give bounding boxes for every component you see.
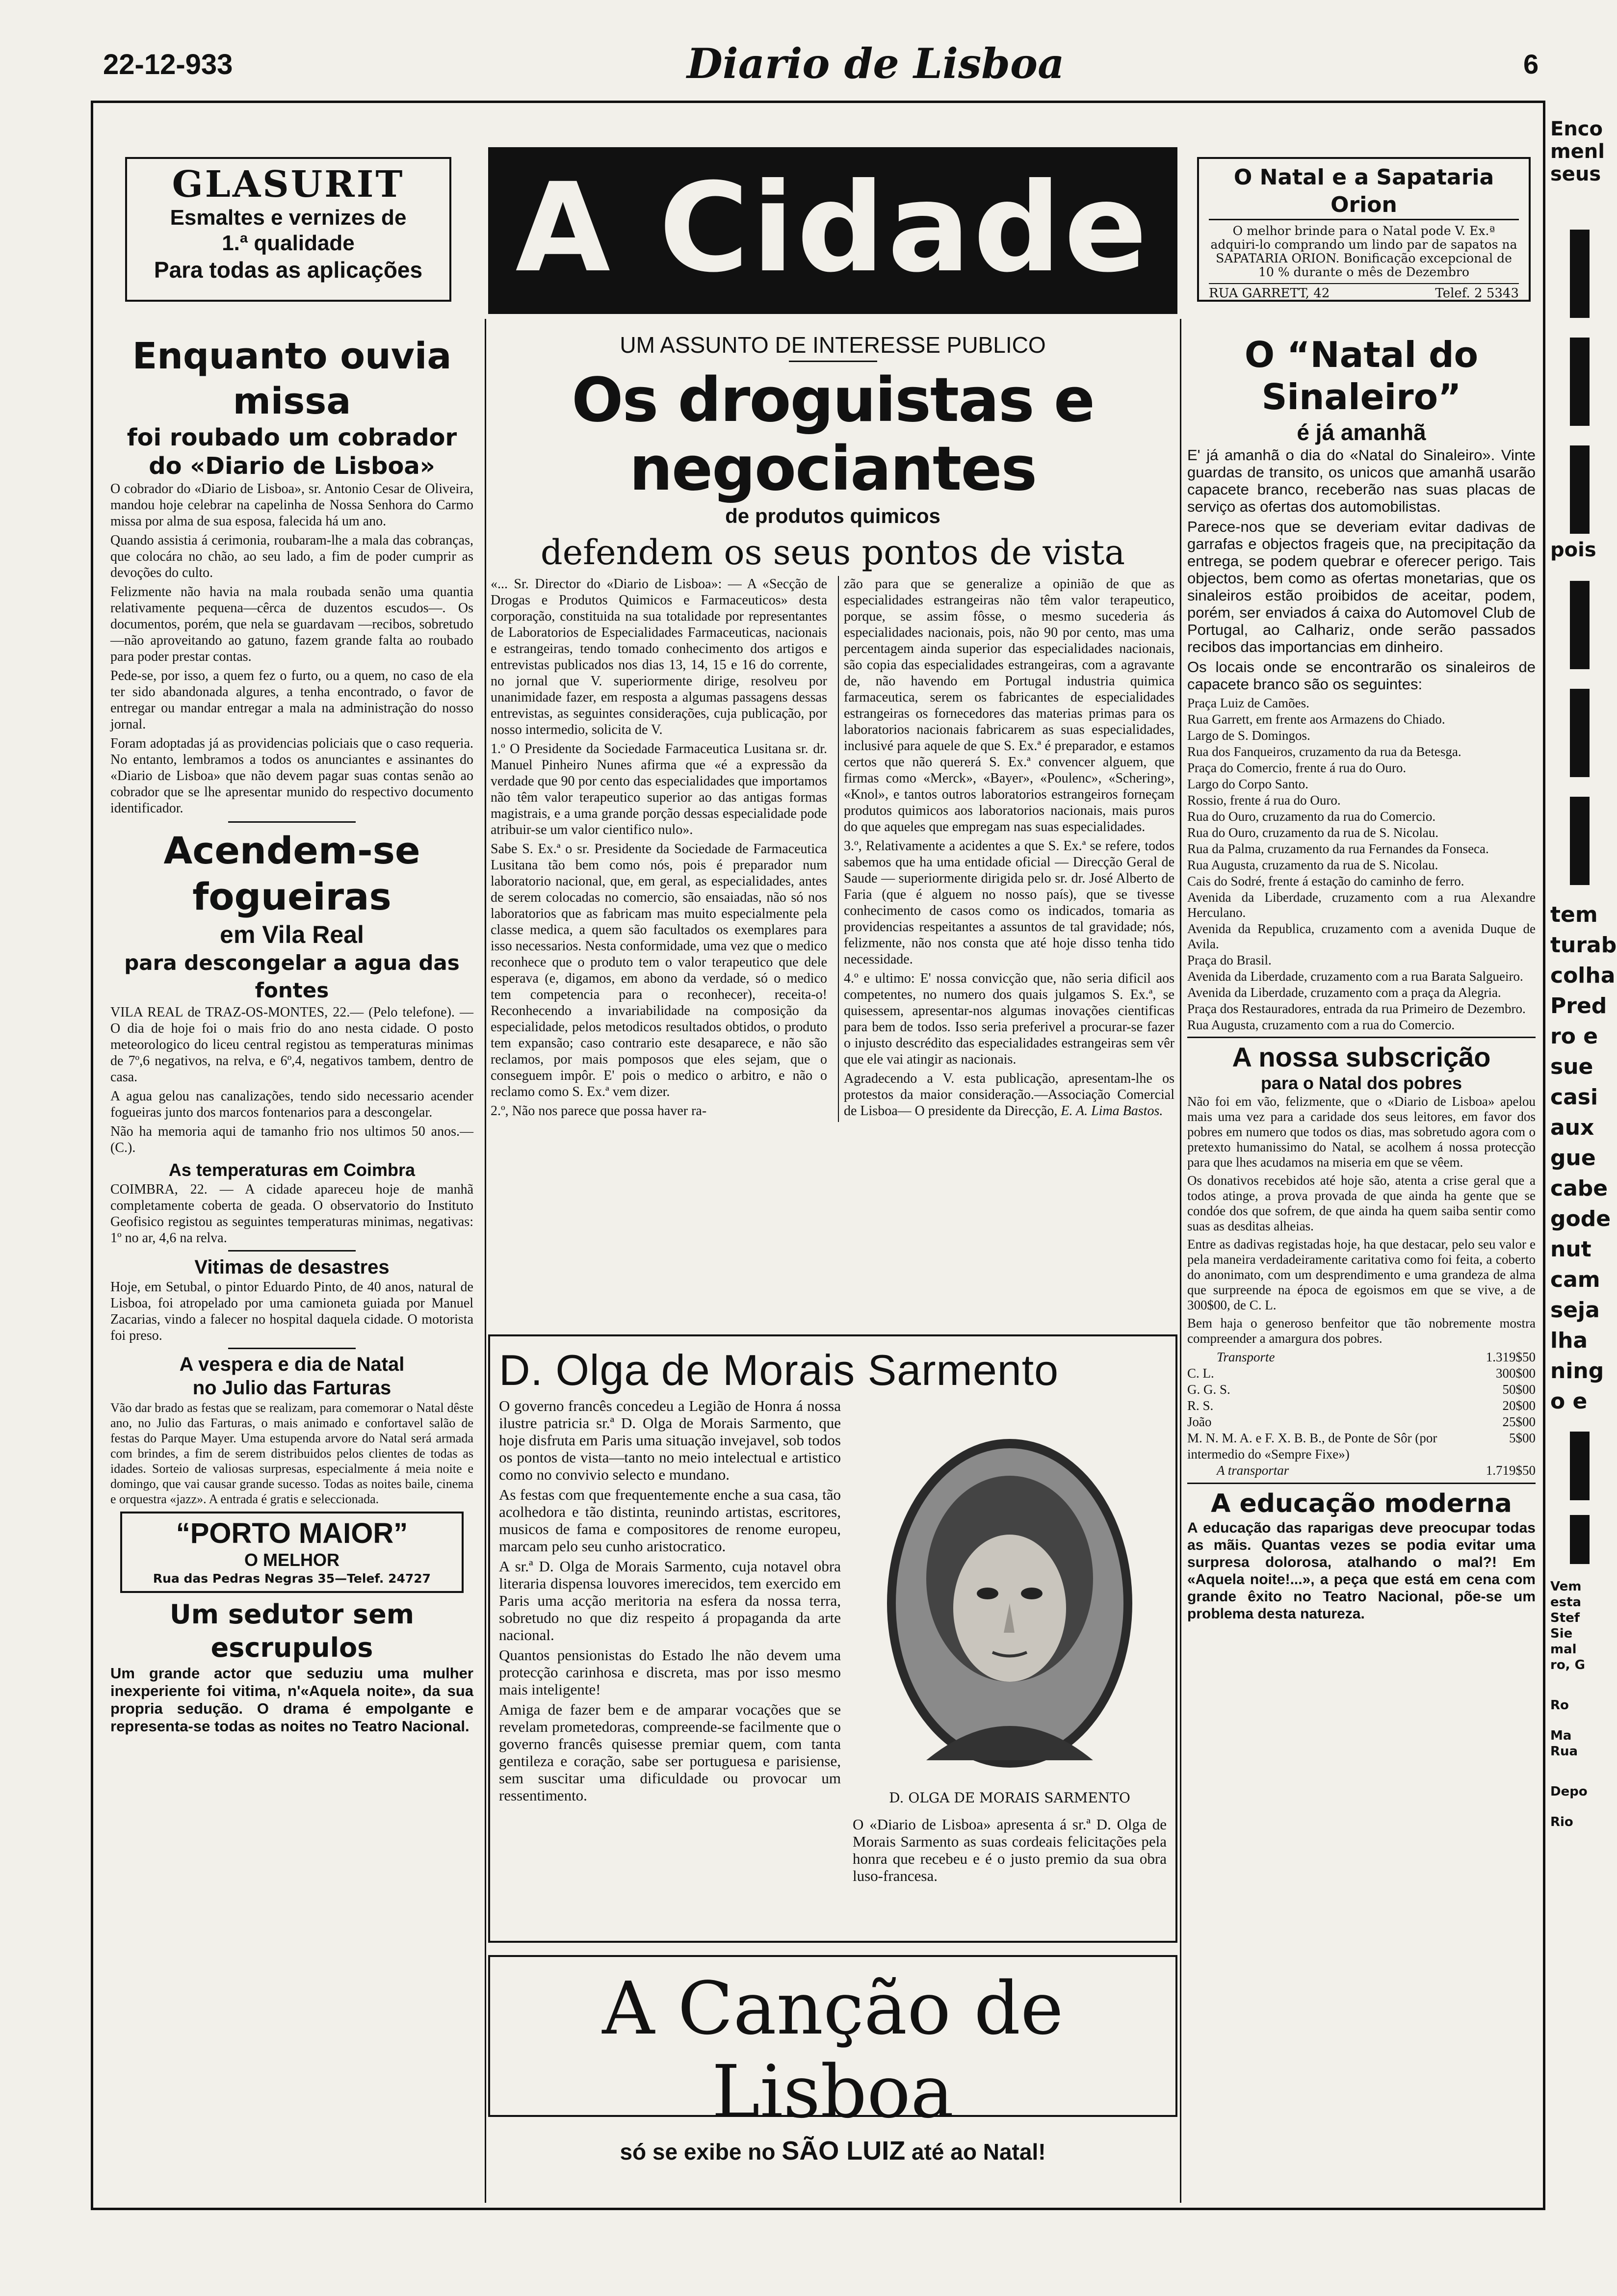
- fragment-text: cam: [1550, 1267, 1600, 1292]
- educacao-headline: A educação moderna: [1211, 1489, 1512, 1518]
- location-item: Cais do Sodré, frente á estação do caminho de ferro.: [1187, 874, 1464, 888]
- fogueiras-subhead2: para descongelar a agua das fontes: [124, 951, 460, 1002]
- fragment-text: Sie: [1550, 1626, 1573, 1641]
- subscricao-p3: Entre as dadivas registadas hoje, ha que destacar, pelo seu valor e pela maneira verdadeiramente caritativa como foi feita, a coberto do anonimato, com um desprendimento e uma grandeza de alma que surpreende na época de egoismos em que se vive, a de 300$00, de C. L.: [1187, 1237, 1536, 1312]
- ad-orion: [1197, 157, 1531, 302]
- column-left: [110, 334, 473, 1740]
- location-item: Largo do Corpo Santo.: [1187, 777, 1308, 791]
- vitimas-headline: Vitimas de desastres: [194, 1256, 390, 1278]
- location-item: Rossio, frente á rua do Ouro.: [1187, 793, 1341, 808]
- divider: [228, 821, 356, 823]
- sinaleiro-subhead: é já amanhã: [1297, 419, 1426, 445]
- fogueiras-headline: Acendem-se fogueiras: [163, 829, 420, 918]
- subscription-donor: G. G. S.: [1187, 1382, 1230, 1397]
- location-item: Rua Augusta, cruzamento com a rua do Comercio.: [1187, 1018, 1455, 1032]
- cancao-subline: [490, 2134, 1175, 2169]
- fragment-text: gue: [1550, 1146, 1596, 1171]
- location-item: Praça do Brasil.: [1187, 953, 1272, 967]
- fragment-small: [1550, 1579, 1617, 1830]
- farturas-p: Vão dar brado as festas que se realizam, para comemorar o Natal dêste ano, no Julio das Farturas, o mais animado e confortavel salão de festas do Parque Mayer. Uma estupenda arvore do Natal será armada com brindes, a fim de serem distribuidos pelos clientes de todas as idades. Sorteio de valiosas surpresas, especialmente á meia noite e domingo, que vai causar grande sucesso. Todas as noites baile, cinema e orquestra «jazz». A entrada é gratis e seleccionada.: [110, 1401, 473, 1506]
- issue-date: 22-12-933: [103, 49, 233, 80]
- droguistas-c2p4: [844, 1070, 1174, 1119]
- vitimas-p: Hoje, em Setubal, o pintor Eduardo Pinto, de 40 anos, natural de Lisboa, foi atropelado por uma camioneta guiada por Manuel Zacarias, vindo a falecer no hospital daquela cidade. O motorista foi preso.: [110, 1279, 473, 1343]
- subscription-row: [1187, 1430, 1536, 1462]
- article-educacao: [1187, 1488, 1536, 1622]
- olga-p3: A sr.ª D. Olga de Morais Sarmento, cuja notavel obra literaria dispensa louvores imerecidos, tem exercido em Paris uma acção meritoria na esfera da nossa terra, sobretudo no que diz respeito á propaganda da arte nacional.: [499, 1558, 841, 1644]
- fragment-text: Depo: [1550, 1784, 1588, 1799]
- droguistas-columns: [491, 576, 1175, 1122]
- article-sedutor: [110, 1598, 473, 1735]
- fragment-text: ro, G: [1550, 1658, 1585, 1672]
- ad-glasurit: [125, 157, 451, 302]
- subscription-donor: C. L.: [1187, 1366, 1214, 1381]
- location-item: Praça Luiz de Camões.: [1187, 696, 1309, 710]
- article-missa: [110, 334, 473, 816]
- fragment-block: [1570, 230, 1590, 318]
- olga-headline: D. Olga de Morais Sarmento: [499, 1346, 1059, 1394]
- missa-p3: Felizmente não havia na mala roubada senão uma quantia relativamente pequena—cêrca de duzentos escudos—. Os documentos, porém, que nela se guardavam —recibos, sobretudo—não aproveitando ao gatuno, fazem grande falta ao roubado para poder prestar contas.: [110, 584, 473, 664]
- subscricao-p1: Não foi em vão, felizmente, que o «Diario de Lisboa» apelou mais uma vez para a caridade dos seus leitores, em favor dos pobres em numero que todos os dias, mas sobretudo agora com o pretexto humanissimo do Natal, se acolhem á nossa protecção para que lhes acudamos na miseria em que se vêem.: [1187, 1094, 1536, 1170]
- glasurit-brand: GLASURIT: [172, 163, 405, 206]
- location-item: Rua do Ouro, cruzamento da rua de S. Nicolau.: [1187, 825, 1439, 840]
- fragment-text: ning: [1550, 1358, 1604, 1383]
- frame-bottom: [91, 2208, 1545, 2210]
- subscricao-headline: A nossa subscrição: [1232, 1042, 1491, 1072]
- subscricao-table: [1187, 1349, 1536, 1479]
- location-item: Largo de S. Domingos.: [1187, 728, 1310, 743]
- page-number: 6: [1523, 49, 1539, 79]
- subscription-row: [1187, 1398, 1536, 1414]
- subscricao-p2: Os donativos recebidos até hoje são, atenta a crise geral que a todos atinge, a prova provada de que ainda ha gente que se condóe dos que sofrem, de que ainda ha quem saiba sentir como suas as desditas alheias.: [1187, 1173, 1536, 1233]
- location-item: Rua dos Fanqueiros, cruzamento da rua da Betesga.: [1187, 744, 1461, 759]
- article-droguistas: [491, 331, 1175, 1122]
- fragment-lines: [1550, 900, 1617, 1417]
- location-item: Avenida da Liberdade, cruzamento com a praça da Alegria.: [1187, 985, 1501, 1000]
- col-rule-1: [485, 319, 486, 2203]
- olga-p6: O «Diario de Lisboa» apresenta á sr.ª D. Olga de Morais Sarmento as suas cordeais felicitações pela honra que recebeu e é o justo premio da sua obra luso-francesa.: [853, 1816, 1167, 1884]
- ad-porto-maior: [120, 1512, 464, 1593]
- fragment-text: aux: [1550, 1115, 1594, 1140]
- fragment-block: [1570, 797, 1590, 885]
- fragment-text: colha: [1550, 963, 1616, 988]
- location-item: Rua Garrett, em frente aos Armazens do Chiado.: [1187, 712, 1445, 727]
- fragment-block: [1570, 689, 1590, 777]
- subscription-amount: 5$00: [1509, 1431, 1536, 1445]
- fragment-text: menl: [1550, 140, 1605, 163]
- cancao-sub-a: só se exibe no: [620, 2139, 782, 2165]
- article-farturas: [110, 1353, 473, 1507]
- subscription-amount: 1.319$50: [1486, 1350, 1536, 1364]
- missa-subhead: foi roubado um cobrador: [127, 424, 457, 451]
- orion-address: RUA GARRETT, 42: [1209, 286, 1330, 301]
- column-right: [1187, 334, 1536, 1622]
- subscription-row: [1187, 1365, 1536, 1382]
- divider: [1187, 1483, 1536, 1484]
- sinaleiro-p2: Parece-nos que se deveriam evitar dadivas de garrafas e objectos frageis que, na precipitação da entrega, se podem quebrar e oferecer perigo. Tais objectos, bem como as ofertas monetarias, que os sinaleiros estão proibidos de aceitar, podem, porém, ser enviados á caixa do Automovel Club de Portugal, ao Calhariz, onde serão passados recibos das importancias em dinheiro.: [1187, 518, 1536, 655]
- fragment-text: tem: [1550, 902, 1598, 927]
- ad-cancao-lisboa: [488, 1955, 1177, 2166]
- sinaleiro-p3: Os locais onde se encontrarão os sinaleiros de capacete branco são os seguintes:: [1187, 658, 1536, 693]
- subscription-donor: João: [1187, 1414, 1212, 1429]
- droguistas-c1p3: Sabe S. Ex.ª o sr. Presidente da Sociedade de Farmaceutica Lusitana tão bem como nós, pois é preparador num laboratorio nacional, que, em geral, as especialidades, antes de serem colocadas no comercio, são ensaiadas, não só nos laboratorios que as fabricam mas muito especialmente pela classe medica, a quem são facultados os exemplares para isso necessarios. Nesta conformidade, uma vez que o medico reconhece que o produto tem o valor terapeutico que dele esperava (e, digamos, em abono da verdade, só o medico tem competencia para o reconhecer), receita-o! Reconhecendo a invariabilidade na composição da especialidade, pelos metodicos resultados obtidos, o produto tem expansão; caso contrario este desaparece, e não são reclamos, por mais pomposos que eles sejam, que o conseguem impôr. E' pois o medico o arbitro, e não o reclamo como S. Ex.ª vem dizer.: [491, 841, 827, 1099]
- missa-subhead2: do «Diario de Lisboa»: [149, 452, 435, 480]
- article-fogueiras: [110, 828, 473, 1246]
- fragment-text: pois: [1550, 539, 1596, 561]
- glasurit-line1: Esmaltes e vernizes de: [170, 206, 407, 230]
- orion-body: O melhor brinde para o Natal pode V. Ex.ª adquiri-lo comprando um lindo par de sapatos na SAPATARIA ORION. Bonificação excepcional de 10 % durante o mês de Dezembro: [1210, 224, 1517, 279]
- fragment-text: gode: [1550, 1206, 1611, 1231]
- fragment-text: ro e: [1550, 1024, 1598, 1049]
- subscription-donor: M. N. M. A. e F. X. B. B., de Ponte de Sôr (por intermedio do «Sempre Fixe»): [1187, 1431, 1437, 1461]
- fragment-text: Rua: [1550, 1744, 1578, 1759]
- article-sinaleiro: [1187, 334, 1536, 1033]
- olga-caption: D. OLGA DE MORAIS SARMENTO: [889, 1790, 1130, 1806]
- fragment-block: [1570, 1432, 1590, 1500]
- subscricao-subhead: para o Natal dos pobres: [1260, 1073, 1462, 1093]
- missa-p4: Pede-se, por isso, a quem fez o furto, ou a quem, no caso de ela ter sido abandonada algures, a tenha encontrado, o favor de entregar ou mandar entregar a mala na administração do nosso jornal.: [110, 668, 473, 732]
- masthead: [0, 0, 1617, 98]
- location-item: Praça dos Restauradores, entrada da rua Primeiro de Dezembro.: [1187, 1001, 1526, 1016]
- droguistas-headline: Os droguistas e negociantes: [572, 365, 1094, 504]
- orion-title: O Natal e a Sapataria Orion: [1209, 164, 1519, 220]
- sinaleiro-p1: E' já amanhã o dia do «Natal do Sinaleiro». Vinte guardas de transito, os unicos que amanhã usarão capacete branco, receberão nas suas placas de serviço as ofertas dos automobilistas.: [1187, 446, 1536, 515]
- fogueiras-p3: Não ha memoria aqui de tamanho frio nos ultimos 50 anos.— (C.).: [110, 1124, 473, 1155]
- spacer: [1550, 185, 1617, 215]
- missa-p5: Foram adoptadas já as providencias policiais que o caso requeria. No entanto, lembramos a todos os anunciantes e assinantes do «Diario de Lisboa» que não devem pagar suas contas senão ao cobrador que se lhe apresentar munido do respectivo documento identificador.: [110, 736, 473, 816]
- section-banner: [488, 147, 1177, 314]
- droguistas-c2p3: 4.º e ultimo: E' nossa convicção que, não seria dificil aos competentes, no numero dos quais julgamos S. Ex.ª, se quisessem, apresentar-nos algumas inovações cientificas para bem de todos. Isso seria preferivel a procurar-se fazer o injusto descrédito das especialidades estrangeiras sem vêr que ele vai atingir as nacionais.: [844, 971, 1174, 1067]
- article-olga: [488, 1334, 1177, 1943]
- divider: [228, 1348, 356, 1349]
- fogueiras-p1: VILA REAL de TRAZ-OS-MONTES, 22.— (Pelo telefone). — O dia de hoje foi o mais frio do ano nesta cidade. O posto meteorologico do liceu central registou as temperaturas minimas de 7º,6 negativos, na relva, e 6º,4, negativos tambem, dentro de casa.: [110, 1005, 473, 1085]
- cancao-sub-c: até ao Natal!: [905, 2139, 1046, 2165]
- fragment-block: [1570, 445, 1590, 534]
- fragment-block: [1570, 338, 1590, 426]
- section-title: A Cidade: [515, 157, 1150, 299]
- subscricao-p4: Bem haja o generoso benfeitor que tão nobremente mostra compreender a amargura dos pobres.: [1187, 1316, 1536, 1346]
- fragment-text: seja: [1550, 1298, 1600, 1323]
- olga-p5: Amiga de fazer bem e de amparar vocações que se revelam prometedoras, compreende-se facilmente que o governo francês quisesse premiar quem, com tanta gentileza e coração, sabe ser portuguesa e parisiense, sem suscitar uma dificuldade ou provocar um ressentimento.: [499, 1701, 841, 1804]
- fragment-text: casi: [1550, 1085, 1598, 1110]
- droguistas-c1p1: «... Sr. Director do «Diario de Lisboa»: — A «Secção de Drogas e Produtos Quimicos e Farmaceuticos» desta corporação, constituida na sua totalidade por representantes de Laboratorios de Especialidades Farmaceuticas, nacionais e estrangeiras, tendo tomado conhecimento dos artigos e entrevistas publicados nos dias 13, 14, 15 e 16 do corrente, no jornal que V. superiormente dirige, resolveu por unanimidade fazer, em resposta a algumas passagens dessas entrevistas, as seguintes considerações, cuja publicação, por nosso intermedio, solicita de V.: [491, 576, 827, 737]
- fragment-block: [1570, 581, 1590, 669]
- droguistas-col1: [491, 576, 827, 1122]
- divider: [1187, 1037, 1536, 1038]
- location-item: Rua Augusta, cruzamento da rua de S. Nicolau.: [1187, 858, 1438, 872]
- col-rule-2: [1180, 319, 1181, 2203]
- fragment-text: lha: [1550, 1328, 1588, 1353]
- subscription-donor: R. S.: [1187, 1398, 1214, 1413]
- fogueiras-subhead: em Vila Real: [220, 921, 364, 948]
- article-vitimas: [110, 1255, 473, 1344]
- educacao-p: A educação das raparigas deve preocupar todas as mãis. Quantas vezes se podia evitar uma surpresa dolorosa, atalhando o mal?! Em «Aquela noite!...», a peça que está em cena com grande êxito no Teatro Nacional, põe-se um problema desta natureza.: [1187, 1520, 1536, 1622]
- subscription-amount: 25$00: [1502, 1414, 1536, 1429]
- fragment-text: Pred: [1550, 993, 1607, 1018]
- subscription-row: [1187, 1462, 1536, 1479]
- sinaleiro-headline: O “Natal do Sinaleiro”: [1244, 334, 1479, 417]
- fragment-text: sue: [1550, 1054, 1593, 1079]
- subscription-row: [1187, 1414, 1536, 1430]
- coimbra-subhead: As temperaturas em Coimbra: [168, 1160, 416, 1180]
- subscription-amount: 50$00: [1502, 1382, 1536, 1397]
- fragment-text: turab: [1550, 933, 1617, 958]
- fragment-text: esta: [1550, 1595, 1582, 1610]
- porto-name: “PORTO MAIOR”: [176, 1517, 408, 1549]
- droguistas-signature: E. A. Lima Bastos.: [1061, 1103, 1163, 1119]
- article-subscricao: [1187, 1042, 1536, 1479]
- adjacent-page-fragment: [1550, 118, 1617, 2208]
- fragment-text: cabe: [1550, 1176, 1608, 1201]
- subscription-amount: 300$00: [1496, 1366, 1536, 1381]
- sinaleiro-locations: [1187, 696, 1536, 1033]
- olga-body: [499, 1397, 1167, 1887]
- divider: [789, 361, 877, 362]
- divider: [228, 1250, 356, 1252]
- frame-top: [91, 101, 1545, 103]
- location-item: Avenida da Republica, cruzamento com a avenida Duque de Avila.: [1187, 921, 1536, 951]
- fragment-text: Vem: [1550, 1579, 1582, 1594]
- cancao-title: A Canção de Lisboa: [602, 1966, 1064, 2134]
- fogueiras-p4: COIMBRA, 22. — A cidade apareceu hoje de manhã completamente coberta de geada. O observatorio do Instituto Geofisico registou as seguintes temperaturas minimas, negativas: 1º no ar, 4,6 na relva.: [110, 1182, 473, 1246]
- location-item: Praça do Comercio, frente á rua do Ouro.: [1187, 760, 1407, 775]
- porto-address: Rua das Pedras Negras 35—Telef. 24727: [153, 1571, 431, 1586]
- fogueiras-p2: A agua gelou nas canalizações, tendo sido necessario acender fogueiras junto dos marcos fontenarios para a descongelar.: [110, 1089, 473, 1120]
- fragment-text: o e: [1550, 1389, 1588, 1414]
- droguistas-c2p1: zão para que se generalize a opinião de que as especialidades estrangeiras não têm valor terapeutico, porque, se assim fôsse, o mesmo sucederia ás especialidades nacionais, pois, não 90 por cento, mas uma percentagem ainda superior das especialidades nacionais, são copia das especialidades estrangeiras, com a agravante de, não havendo em Portugal industria quimica farmaceutica, serem os fabricantes de especialidades estrangeiras os fornecedores das materias primas para os laboratorios nacionais fabricarem as suas especialidades, inclusivé para aquele de que S. Ex.ª é preparador, e estamos certos que não quererá S. Ex.ª convencer alguem, que firmas como «Merck», «Bayer», «Poulenc», «Schering», «Knol», e tantos outros laboratorios estrangeiros forneçam produtos quimicos aos laboratorios nacionais, mais puros do que aqueles que empregam nas suas especialidades.: [844, 576, 1174, 835]
- missa-p2: Quando assistia á cerimonia, roubaram-lhe a mala das cobranças, que colocára no chão, ao seu lado, a fim de poder cumprir as devoções do culto.: [110, 533, 473, 580]
- fragment-text: Rio: [1550, 1815, 1573, 1829]
- droguistas-subhead: de produtos quimicos: [725, 504, 940, 527]
- subscription-donor: Transporte: [1217, 1350, 1275, 1364]
- farturas-headline: A vespera e dia de Natal: [179, 1354, 405, 1375]
- subscription-amount: 20$00: [1502, 1398, 1536, 1413]
- droguistas-closing: Agradecendo a V. esta publicação, apresentam-lhe os protestos da maior consideração.—Associação Comercial de Lisboa— O presidente da Direcção,: [844, 1071, 1174, 1119]
- olga-p2: As festas com que frequentemente enche a sua casa, tão acolhedora e tão distinta, reunindo artistas, escritores, musicos de fama e compositores de renome europeu, marcam pelo seu cunho aristocratico.: [499, 1486, 841, 1555]
- fragment-text: seus: [1550, 163, 1601, 185]
- location-item: Rua do Ouro, cruzamento da rua do Comercio.: [1187, 809, 1436, 824]
- olga-text: [499, 1397, 841, 1887]
- frame-left: [91, 101, 93, 2210]
- cancao-venue: SÃO LUIZ: [782, 2136, 906, 2166]
- droguistas-c1p4: 2.º, Não nos parece que possa haver ra-: [491, 1103, 707, 1119]
- droguistas-c1p2: 1.º O Presidente da Sociedade Farmaceutica Lusitana sr. dr. Manuel Pinheiro Nunes afirma que «é a expressão da verdade que 90 por cento das especialidades que importamos não têm valor terapeutico superior ao das antigas formas magistrais, e a uma grande porção dessas especialidade pode atribuir-se um valor cientifico nulo».: [491, 741, 827, 837]
- newspaper-title: Diario de Lisboa: [687, 39, 1065, 88]
- droguistas-col2: [838, 576, 1174, 1122]
- fragment-text: Ro: [1550, 1698, 1569, 1713]
- glasurit-line3: Para todas as aplicações: [154, 257, 423, 283]
- fragment-block: [1570, 1515, 1590, 1564]
- olga-p1: O governo francês concedeu a Legião de Honra á nossa ilustre patricia sr.ª D. Olga de Morais Sarmento, que hoje disfruta em Paris uma situação invejavel, sob todos os pontos de vista—tanto no meio intelectual e artistico como no convivio selecto e mundano.: [499, 1397, 841, 1483]
- subscription-row: [1187, 1382, 1536, 1398]
- fragment-text: Enco: [1550, 118, 1603, 140]
- fragment-text: Ma: [1550, 1728, 1572, 1743]
- subscription-row: [1187, 1349, 1536, 1365]
- farturas-subhead: no Julio das Farturas: [192, 1377, 391, 1399]
- porto-tagline: O MELHOR: [244, 1550, 339, 1570]
- sedutor-headline: Um sedutor sem escrupulos: [169, 1599, 415, 1663]
- droguistas-c2p2: 3.º, Relativamente a acidentes a que S. Ex.ª se refere, todos sabemos que ha uma entidade oficial — Direcção Geral de Saude — superiormente dirigida pelo sr. dr. José Alberto de Faria (que é alguem no nosso país), que se tivesse conhecimento de casos como os indicados, tomaria as providencias respeitantes a assuntos de tal gravidade; nós, felizmente, não nos consta que até hoje disso tenha tido necessidade.: [844, 838, 1174, 967]
- location-item: Avenida da Liberdade, cruzamento com a rua Barata Salgueiro.: [1187, 969, 1523, 984]
- fragment-text: mal: [1550, 1642, 1577, 1657]
- location-item: Rua da Palma, cruzamento da rua Fernandes da Fonseca.: [1187, 841, 1489, 856]
- droguistas-subhead2: defendem os seus pontos de vista: [540, 532, 1125, 573]
- missa-p1: O cobrador do «Diario de Lisboa», sr. Antonio Cesar de Oliveira, mandou hoje celebrar na capelinha de Nossa Senhora do Carmo missa por alma de sua esposa, falecida há um ano.: [110, 481, 473, 529]
- missa-headline: Enquanto ouvia missa: [132, 335, 452, 422]
- frame-right: [1543, 101, 1545, 2210]
- subscription-amount: 1.719$50: [1486, 1463, 1536, 1478]
- location-item: Avenida da Liberdade, cruzamento com a rua Alexandre Herculano.: [1187, 890, 1536, 920]
- portrait-image: [853, 1417, 1167, 1785]
- glasurit-line2: 1.ª qualidade: [222, 231, 355, 255]
- orion-phone: Telef. 2 5343: [1435, 286, 1519, 301]
- olga-p4: Quantos pensionistas do Estado lhe não devem uma protecção carinhosa e discreta, mas por isso mesmo mais inteligente!: [499, 1646, 841, 1698]
- orion-footer: [1209, 283, 1519, 301]
- sedutor-p: Um grande actor que seduziu uma mulher inexperiente foi vitima, n'«Aquela noite», da sua propria sedução. O drama é empolgante e representa-se todas as noites no Teatro Nacional.: [110, 1665, 473, 1735]
- olga-right: [853, 1397, 1167, 1887]
- fragment-text: nut: [1550, 1237, 1591, 1262]
- fragment-text: Stef: [1550, 1611, 1580, 1625]
- subscription-donor: A transportar: [1217, 1463, 1289, 1478]
- droguistas-kicker: UM ASSUNTO DE INTERESSE PUBLICO: [620, 332, 1046, 358]
